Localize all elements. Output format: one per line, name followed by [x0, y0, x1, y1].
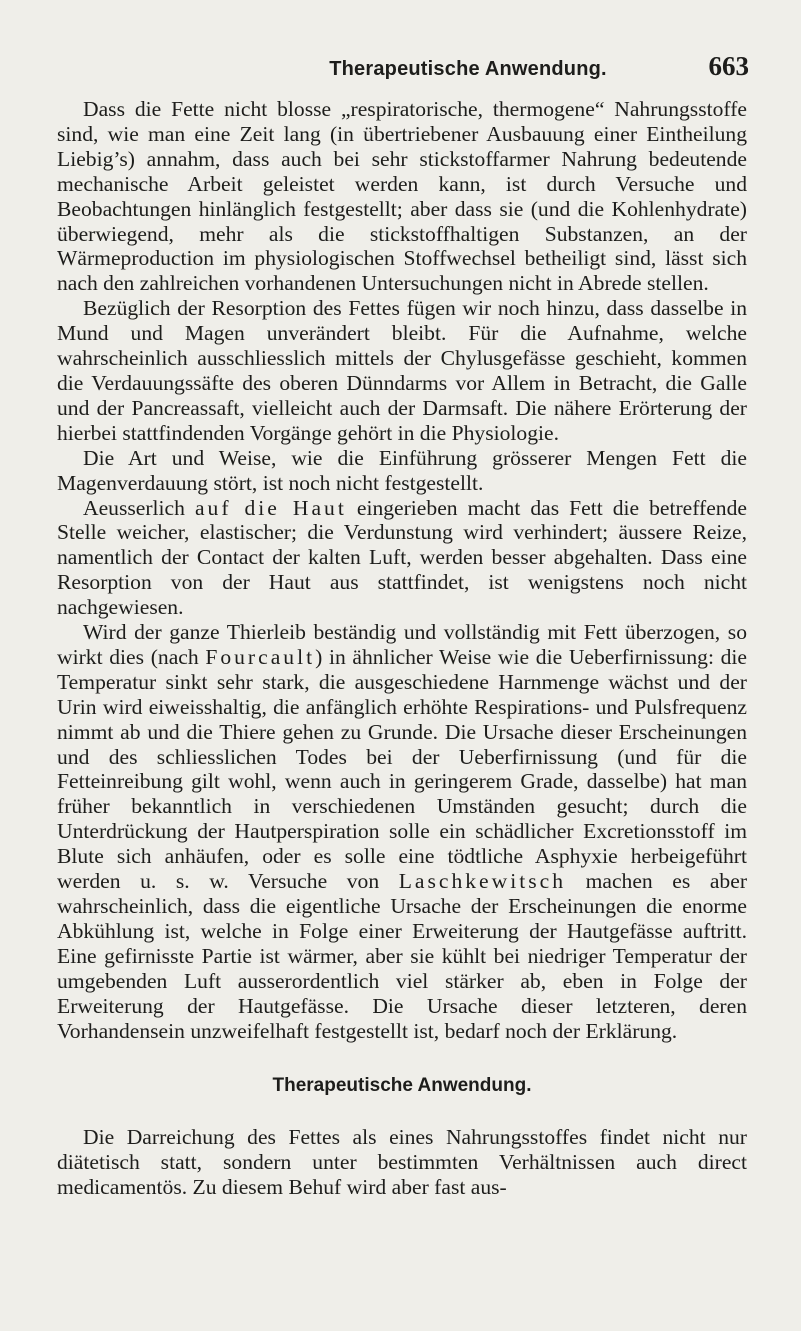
paragraph: [57, 97, 747, 296]
text-run: Wird der ganze Thierleib beständig und vollständig mit Fett überzogen, so wirkt dies (nach: [57, 620, 747, 669]
paragraph: [57, 1125, 747, 1200]
paragraph: [57, 620, 747, 1043]
spaced-emphasis: auf die Haut: [194, 495, 347, 520]
paragraph: [57, 446, 747, 496]
paragraph-list: [57, 97, 747, 1043]
page-number: 663: [708, 51, 749, 81]
text-run: Die Darreichung des Fettes als eines Nahrungsstoffes findet nicht nur diätetisch statt, sondern unter bestimmten Verhältnissen auch direct medicamentös. Zu diesem Behuf wird aber fast aus-: [57, 1125, 747, 1200]
paragraph: [57, 496, 747, 621]
running-title: Therapeutische Anwendung.: [329, 58, 607, 80]
text-run: eingerieben macht das Fett die betreffende Stelle weicher, elastischer; die Verdunstung wird verhindert; äussere Reize, namentlich der Contact der kalten Luft, werden besser abgehalten. Dass eine Resorption von der Haut aus stattfindet, ist wenigstens noch nicht nachgewiesen.: [57, 495, 747, 620]
text-run: Dass die Fette nicht blosse „respiratorische, thermogene“ Nahrungsstoffe sind, wie man eine Zeit lang (in übertriebener Ausbauung einer Eintheilung Liebig’s) annahm, dass auch bei sehr stickstoffarmer Nahrung bedeutende mechanische Arbeit geleistet werden kann, ist durch Versuche und Beobachtungen hinlänglich festgestellt; aber dass sie (und die Kohlenhydrate) überwiegend, mehr als die stickstoffhaltigen Substanzen, an der Wärmeproduction im physiologischen Stoffwechsel betheiligt sind, lässt sich nach den zahlreichen vorhandenen Untersuchungen nicht in Abrede stellen.: [57, 97, 747, 296]
text-run: Bezüglich der Resorption des Fettes fügen wir noch hinzu, dass dasselbe in Mund und Magen unverändert bleibt. Für die Aufnahme, welche wahrscheinlich ausschliesslich mittels der Chylusgefässe geschieht, kommen die Verdauungssäfte des oberen Dünndarms vor Allem in Betracht, die Galle und der Pancreassaft, vielleicht auch der Darmsaft. Die nähere Erörterung der hierbei stattfindenden Vorgänge gehört in die Physiologie.: [57, 296, 747, 445]
paragraph: [57, 296, 747, 445]
spaced-emphasis: Fourcault: [205, 644, 316, 669]
text-run: Aeusserlich: [83, 495, 195, 520]
spaced-emphasis: Laschkewitsch: [398, 869, 567, 894]
section-heading: Therapeutische Anwendung.: [272, 1075, 532, 1097]
text-run: ) in ähnlicher Weise wie die Ueberfirnissung: die Temperatur sinkt sehr stark, die ausgeschiedene Harnmenge wächst und der Urin wird eiweisshaltig, die anfänglich erhöhte Respirations- und Pulsfrequenz nimmt ab und die Thiere gehen zu Grunde. Die Ursache dieser Erscheinungen und des schliesslichen Todes bei der Ueberfirnissung (und für die Fetteinreibung gilt wohl, wenn auch in geringerem Grade, dasselbe) hat man früher bekanntlich in verschiedenen Umständen gesucht; durch die Unterdrückung der Hautperspiration solle ein schädlicher Excretionsstoff im Blute sich anhäufen, oder es solle eine tödtliche Asphyxie herbeigeführt werden u. s. w. Versuche von: [57, 644, 747, 894]
body-text: [57, 97, 747, 1200]
text-run: Die Art und Weise, wie die Einführung grösserer Mengen Fett die Magenverdauung stört, ist noch nicht festgestellt.: [57, 445, 747, 495]
section-paragraph-list: [57, 1125, 747, 1200]
text-run: machen es aber wahrscheinlich, dass die eigentliche Ursache der Erscheinungen die enorme Abkühlung ist, welche in Folge einer Erweiterung der Hautgefässe auftritt. Eine gefirnisste Partie ist wärmer, aber sie kühlt bei niedriger Temperatur der umgebenden Luft ausserordentlich viel stärker ab, eben in Folge der Erweiterung der Hautgefässe. Die Ursache dieser letzteren, deren Vorhandensein unzweifelhaft festgestellt ist, bedarf noch der Erklärung.: [57, 869, 748, 1043]
